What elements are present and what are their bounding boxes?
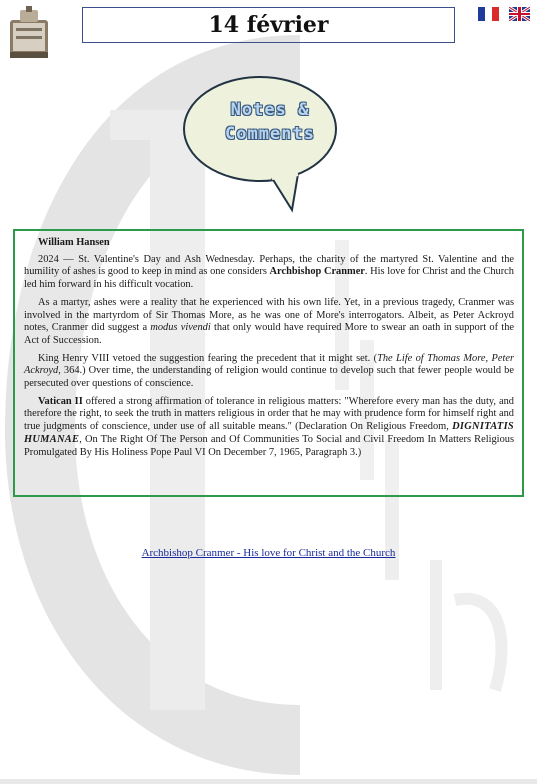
- bubble-line-1: Notes &: [230, 100, 310, 120]
- notes-comments-heading: [190, 98, 350, 146]
- cranmer-article-link[interactable]: Archbishop Cranmer - His love for Christ and the Church: [141, 547, 396, 559]
- paragraph-1: [24, 254, 514, 292]
- author-name: William Hansen: [38, 237, 110, 248]
- bell-logo-icon: [6, 6, 54, 60]
- bottom-scrollbar: [0, 779, 537, 784]
- paragraph-4: [24, 396, 514, 460]
- french-flag-icon[interactable]: [478, 7, 499, 21]
- p4-text-b: offered a strong affirmation of tolerance in religious matters: "Wherefore every man has the duty, and therefore the right, to seek the truth in matters religious in order that he may with prudence form for himself right and true judgments of conscience, under use of all suitable means." (Declaration On Religious Freedom,: [24, 395, 514, 433]
- p2-text-c: that only would have required More to swear an oath in support of the Act of Succession.: [24, 322, 515, 346]
- p1-text-c: . His love for Christ and the Church led him forward in his difficult vocation.: [24, 266, 514, 291]
- p2-text-b: modus vivendi: [150, 322, 211, 334]
- p2-text-a: As a martyr, ashes were a reality that he experienced with his own life. Yet, in a previous tragedy, Cranmer was involved in the martyrdom of Sir Thomas More, as he was one of More's interrogators. Albeit, as Peter Ackroyd notes, Cranmer did suggest a: [24, 296, 514, 334]
- page-title: 14 février: [82, 7, 455, 43]
- paragraph-3: [24, 353, 514, 391]
- p4-text-a: Vatican II: [38, 395, 83, 407]
- p3-text-c: , 364.) Over time, the understanding of religion would continue to develop such that fewer people would be persecuted over questions of conscience.: [24, 365, 514, 390]
- p3-text-b: The Life of Thomas More, Peter Ackroyd: [24, 352, 514, 377]
- english-flag-icon[interactable]: [509, 7, 530, 21]
- p3-text-a: King Henry VIII vetoed the suggestion fearing the precedent that it might set. (: [38, 352, 378, 364]
- notes-box: [13, 229, 524, 497]
- p4-text-c: DIGNITATIS HUMANAE: [24, 421, 514, 445]
- p4-text-d: , On The Right Of The Person and Of Communities To Social and Civil Freedom In Matters Religious Promulgated By His Holiness Pope Paul VI On December 7, 1965, Paragraph 3.): [24, 433, 514, 458]
- p1-text-a: 2024 — St. Valentine's Day and Ash Wednesday. Perhaps, the charity of the martyred St. Valentine and the humility of ashes is good to keep in mind as one considers: [24, 253, 514, 278]
- paragraph-2: [24, 297, 514, 348]
- bubble-line-2: Comments: [225, 124, 315, 144]
- p1-text-b: Archbishop Cranmer: [269, 266, 365, 278]
